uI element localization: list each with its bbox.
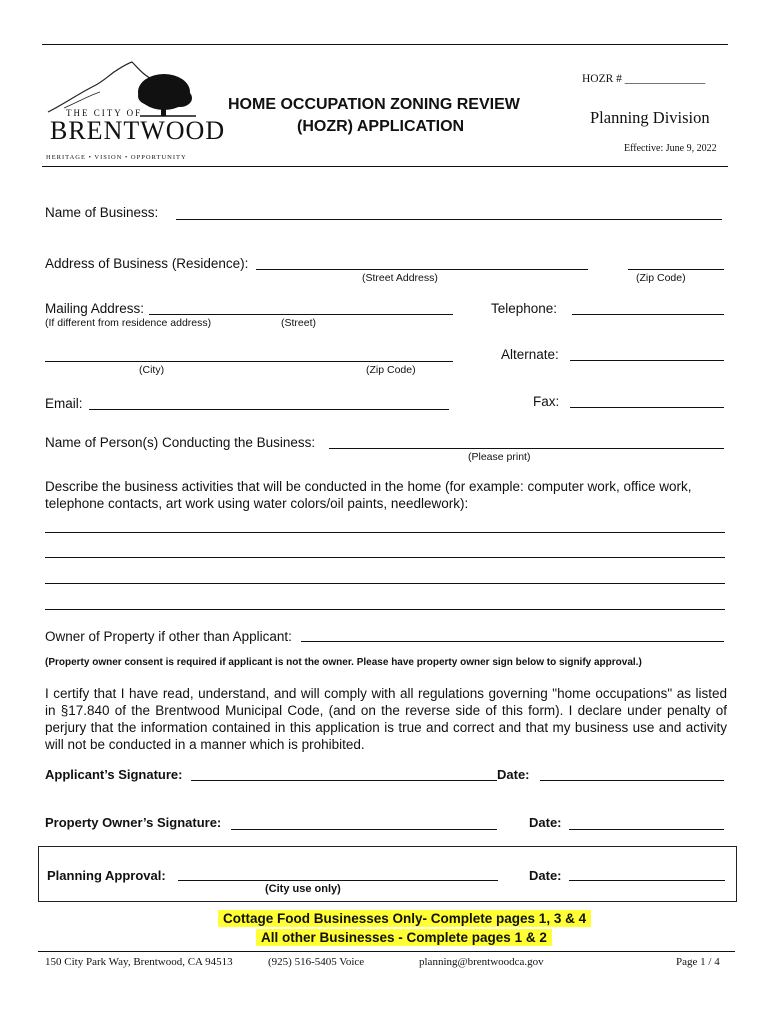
notice-line-2 xyxy=(256,929,552,946)
applicant-signature-field[interactable] xyxy=(191,780,497,781)
owner-date-field[interactable] xyxy=(569,829,724,830)
planning-approval-label: Planning Approval: xyxy=(47,868,166,883)
alternate-field[interactable] xyxy=(570,360,724,361)
zip-code-note: (Zip Code) xyxy=(636,272,686,284)
logo-small-text: THE CITY OF xyxy=(66,108,143,118)
planning-date-label: Date: xyxy=(529,868,562,883)
persons-label: Name of Person(s) Conducting the Business: xyxy=(45,435,316,450)
form-title-line1: HOME OCCUPATION ZONING REVIEW xyxy=(228,96,520,113)
description-line-3[interactable] xyxy=(45,583,725,584)
street-note: (Street) xyxy=(281,317,317,329)
logo-city-name: BRENTWOOD xyxy=(50,116,226,145)
description-line-2[interactable] xyxy=(45,557,725,558)
mailing-street-field[interactable] xyxy=(149,314,453,315)
top-rule xyxy=(42,44,728,45)
description-line-1[interactable] xyxy=(45,532,725,533)
owner-consent-note: (Property owner consent is required if applicant is not the owner. Please have property owner sign below to signify approval.) xyxy=(45,657,642,668)
owner-signature-field[interactable] xyxy=(231,829,497,830)
notice-line-1-text: Cottage Food Businesses Only- Complete pages 1, 3 & 4 xyxy=(223,911,587,926)
fax-label: Fax: xyxy=(533,394,560,409)
logo-tagline: HERITAGE • VISION • OPPORTUNITY xyxy=(46,154,187,161)
fax-field[interactable] xyxy=(570,407,724,408)
planning-division: Planning Division xyxy=(590,108,710,127)
describe-text: Describe the business activities that will be conducted in the home (for example: computer work, office work, telephone contacts, art work using water colors/oil paints, needlework): xyxy=(45,479,692,511)
footer-phone: (925) 516-5405 Voice xyxy=(268,956,365,968)
footer-email[interactable]: planning@brentwoodca.gov xyxy=(419,956,544,968)
business-name-field[interactable] xyxy=(176,219,722,220)
city-logo xyxy=(44,58,226,164)
street-address-field[interactable] xyxy=(256,269,588,270)
notice-line-1 xyxy=(218,910,591,927)
business-name-label: Name of Business: xyxy=(45,205,159,220)
form-title-line2: (HOZR) APPLICATION xyxy=(297,118,465,135)
header-rule xyxy=(42,166,728,167)
applicant-date-field[interactable] xyxy=(540,780,724,781)
city-use-only-note: (City use only) xyxy=(265,883,341,895)
owner-date-label: Date: xyxy=(529,815,562,830)
applicant-date-label: Date: xyxy=(497,767,530,782)
planning-approval-field[interactable] xyxy=(178,880,498,881)
persons-field[interactable] xyxy=(329,448,724,449)
please-print-note: (Please print) xyxy=(468,451,531,463)
footer-address: 150 City Park Way, Brentwood, CA 94513 xyxy=(45,956,233,968)
telephone-label: Telephone: xyxy=(491,301,558,316)
zip-code-note-2: (Zip Code) xyxy=(366,364,416,376)
city-note: (City) xyxy=(139,364,165,376)
description-line-4[interactable] xyxy=(45,609,725,610)
owner-signature-label: Property Owner’s Signature: xyxy=(45,815,222,830)
street-address-note: (Street Address) xyxy=(362,272,438,284)
notice-line-2-text: All other Businesses - Complete pages 1 & 2 xyxy=(261,930,547,945)
mailing-address-label: Mailing Address: xyxy=(45,301,145,316)
footer-page-number: Page 1 / 4 xyxy=(676,956,720,968)
email-label: Email: xyxy=(45,396,83,411)
mailing-city-zip-field[interactable] xyxy=(45,361,453,362)
address-label: Address of Business (Residence): xyxy=(45,256,249,271)
mailing-note: (If different from residence address) xyxy=(45,317,212,329)
effective-date: Effective: June 9, 2022 xyxy=(624,143,717,154)
alternate-label: Alternate: xyxy=(501,347,559,362)
zip-code-field[interactable] xyxy=(628,269,724,270)
telephone-field[interactable] xyxy=(572,314,724,315)
owner-label: Owner of Property if other than Applicant: xyxy=(45,629,292,644)
email-field[interactable] xyxy=(89,409,449,410)
planning-date-field[interactable] xyxy=(569,880,725,881)
hozr-number: HOZR # ______________ xyxy=(582,73,706,85)
footer-rule xyxy=(38,951,735,952)
owner-field[interactable] xyxy=(301,641,724,642)
certification-text: I certify that I have read, understand, and will comply with all regulations governing "home occupations" as listed in §17.840 of the Brentwood Municipal Code, (and on the reverse side of this form). I declare under penalty of perjury that the information contained in this application is true and correct and that my business use and activity will not be conducted in a manner which is prohibited. xyxy=(45,686,727,752)
applicant-signature-label: Applicant’s Signature: xyxy=(45,767,183,782)
